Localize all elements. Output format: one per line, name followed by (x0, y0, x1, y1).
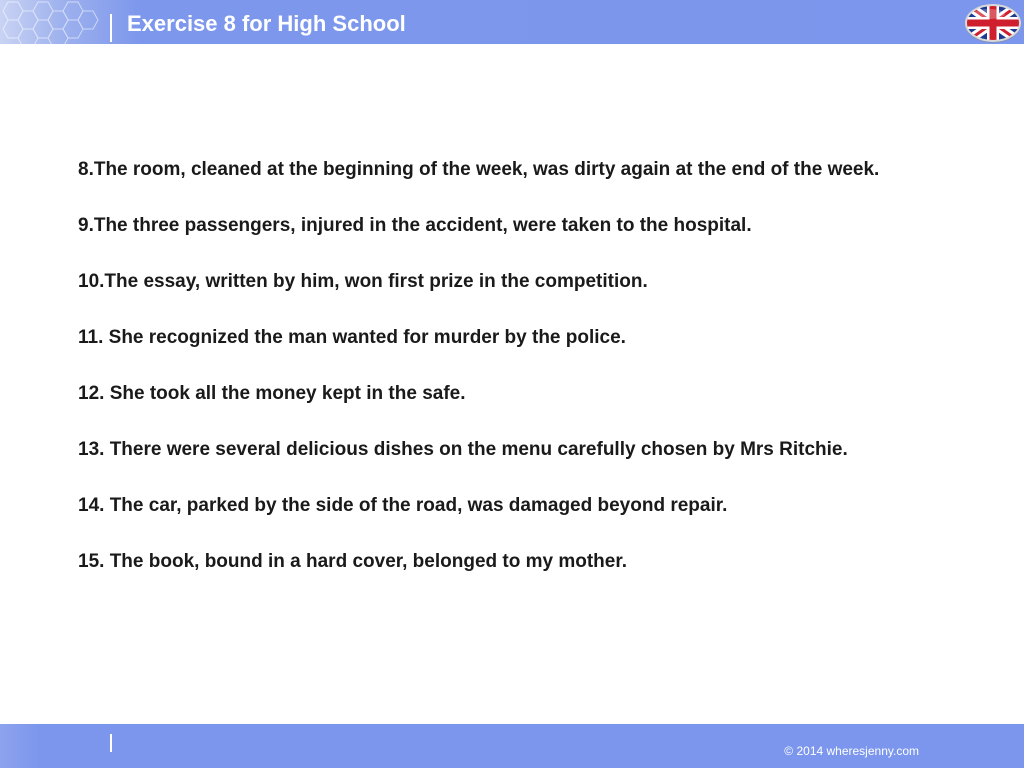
copyright-text: © 2014 wheresjenny.com (784, 744, 919, 758)
exercise-sentence: 12. She took all the money kept in the safe. (78, 383, 466, 404)
footer-divider (110, 734, 112, 752)
exercise-sentence: 9.The three passengers, injured in the accident, were taken to the hospital. (78, 215, 752, 236)
exercise-content (78, 156, 978, 604)
exercise-sentence: 8.The room, cleaned at the beginning of the week, was dirty again at the end of the week. (78, 159, 880, 180)
header-divider (110, 14, 112, 42)
exercise-sentence: 15. The book, bound in a hard cover, belonged to my mother. (78, 551, 627, 572)
uk-flag-icon (963, 2, 1023, 44)
footer-band (0, 724, 1024, 768)
page-title: Exercise 8 for High School (127, 11, 406, 36)
exercise-sentence: 14. The car, parked by the side of the road, was damaged beyond repair. (78, 495, 728, 516)
header-band (0, 0, 1024, 44)
exercise-sentence: 13. There were several delicious dishes on the menu carefully chosen by Mrs Ritchie. (78, 439, 848, 460)
exercise-sentence: 10.The essay, written by him, won first prize in the competition. (78, 271, 648, 292)
exercise-sentence: 11. She recognized the man wanted for murder by the police. (78, 327, 626, 348)
